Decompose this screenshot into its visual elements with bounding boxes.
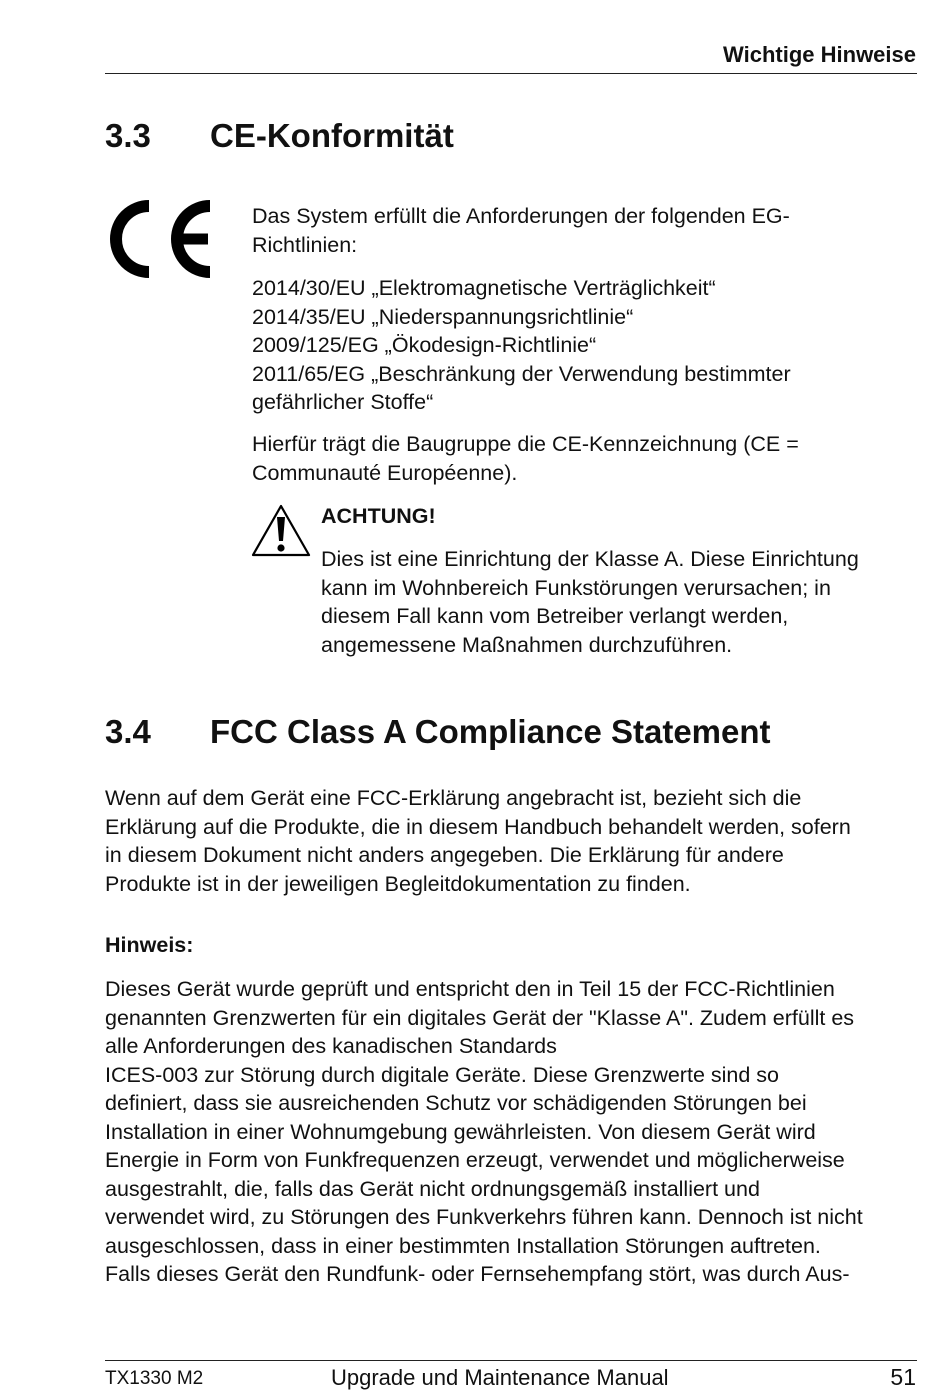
header-rule bbox=[105, 73, 917, 74]
ce-mark-icon bbox=[104, 196, 214, 282]
text-line: Wenn auf dem Gerät eine FCC-Erklärung angebracht ist, bezieht sich die bbox=[105, 786, 802, 810]
directive-item: 2009/125/EG „Ökodesign-Richtlinie“ bbox=[252, 333, 597, 357]
footer-rule bbox=[105, 1360, 917, 1361]
text-line: Erklärung auf die Produkte, die in diesem Handbuch behandelt werden, sofern bbox=[105, 814, 851, 839]
text-line: Hierfür trägt die Baugruppe die CE-Kennzeichnung (CE = bbox=[252, 432, 799, 456]
text-line: Energie in Form von Funkfrequenzen erzeugt, verwendet und möglicherweise bbox=[105, 1148, 845, 1172]
directive-item: 2014/30/EU „Elektromagnetische Verträglichkeit“ bbox=[252, 276, 716, 300]
text-line: alle Anforderungen des kanadischen Standards bbox=[105, 1034, 557, 1058]
section-number: 3.3 bbox=[105, 117, 151, 154]
footer-manual-title: Upgrade und Maintenance Manual bbox=[331, 1365, 669, 1390]
text-line: Dies ist eine Einrichtung der Klasse A. Diese Einrichtung bbox=[321, 547, 859, 571]
note-heading: Hinweis: bbox=[105, 933, 194, 957]
text-line: angemessene Maßnahmen durchzuführen. bbox=[321, 632, 733, 657]
text-line: ausgestrahlt, die, falls das Gerät nicht ordnungsgemäß installiert und bbox=[105, 1176, 760, 1201]
text-line: verwendet wird, zu Störungen des Funkverkehrs führen kann. Dennoch ist nicht bbox=[105, 1205, 863, 1229]
warning-triangle-icon bbox=[250, 502, 312, 558]
text-line: genannten Grenzwerten für ein digitales Gerät der "Klasse A". Zudem erfüllt es bbox=[105, 1005, 855, 1030]
text-line: Installation in einer Wohnumgebung gewährleisten. Von diesem Gerät wird bbox=[105, 1119, 816, 1144]
text-line: Dieses Gerät wurde geprüft und entspricht den in Teil 15 der FCC-Richtlinien bbox=[105, 977, 835, 1001]
fcc-intro bbox=[105, 784, 851, 898]
text-line: Produkte ist in der jeweiligen Begleitdokumentation zu finden. bbox=[105, 871, 691, 896]
ce-marking-note bbox=[252, 430, 799, 487]
text-line: ICES-003 zur Störung durch digitale Geräte. Diese Grenzwerte sind so bbox=[105, 1062, 779, 1087]
text-line: Richtlinien: bbox=[252, 232, 358, 257]
running-header: Wichtige Hinweise bbox=[723, 42, 916, 67]
ce-intro bbox=[252, 202, 790, 259]
directive-list bbox=[252, 274, 791, 417]
text-line: definiert, dass sie ausreichenden Schutz vor schädigenden Störungen bei bbox=[105, 1091, 807, 1115]
warning-title: ACHTUNG! bbox=[321, 504, 436, 528]
footer-model: TX1330 M2 bbox=[105, 1368, 204, 1389]
page-number: 51 bbox=[890, 1364, 916, 1390]
warning-text bbox=[321, 545, 859, 659]
section-title: CE-Konformität bbox=[210, 117, 454, 154]
section-title: FCC Class A Compliance Statement bbox=[210, 713, 771, 750]
directive-item: 2011/65/EG „Beschränkung der Verwendung bestimmter bbox=[252, 361, 791, 386]
text-line: in diesem Dokument nicht anders angegeben. Die Erklärung für andere bbox=[105, 843, 784, 867]
text-line: diesem Fall kann vom Betreiber verlangt werden, bbox=[321, 604, 789, 628]
text-line: Communauté Européenne). bbox=[252, 460, 518, 485]
text-line: Das System erfüllt die Anforderungen der folgenden EG- bbox=[252, 204, 790, 228]
text-line: kann im Wohnbereich Funkstörungen verursachen; in bbox=[321, 575, 831, 600]
text-line: Falls dieses Gerät den Rundfunk- oder Fernsehempfang stört, was durch Aus- bbox=[105, 1262, 850, 1286]
directive-item: 2014/35/EU „Niederspannungsrichtlinie“ bbox=[252, 304, 634, 329]
fcc-note bbox=[105, 975, 863, 1289]
text-line: ausgeschlossen, dass in einer bestimmten Installation Störungen auftreten. bbox=[105, 1233, 821, 1258]
directive-item: gefährlicher Stoffe“ bbox=[252, 390, 434, 414]
section-number: 3.4 bbox=[105, 713, 151, 750]
